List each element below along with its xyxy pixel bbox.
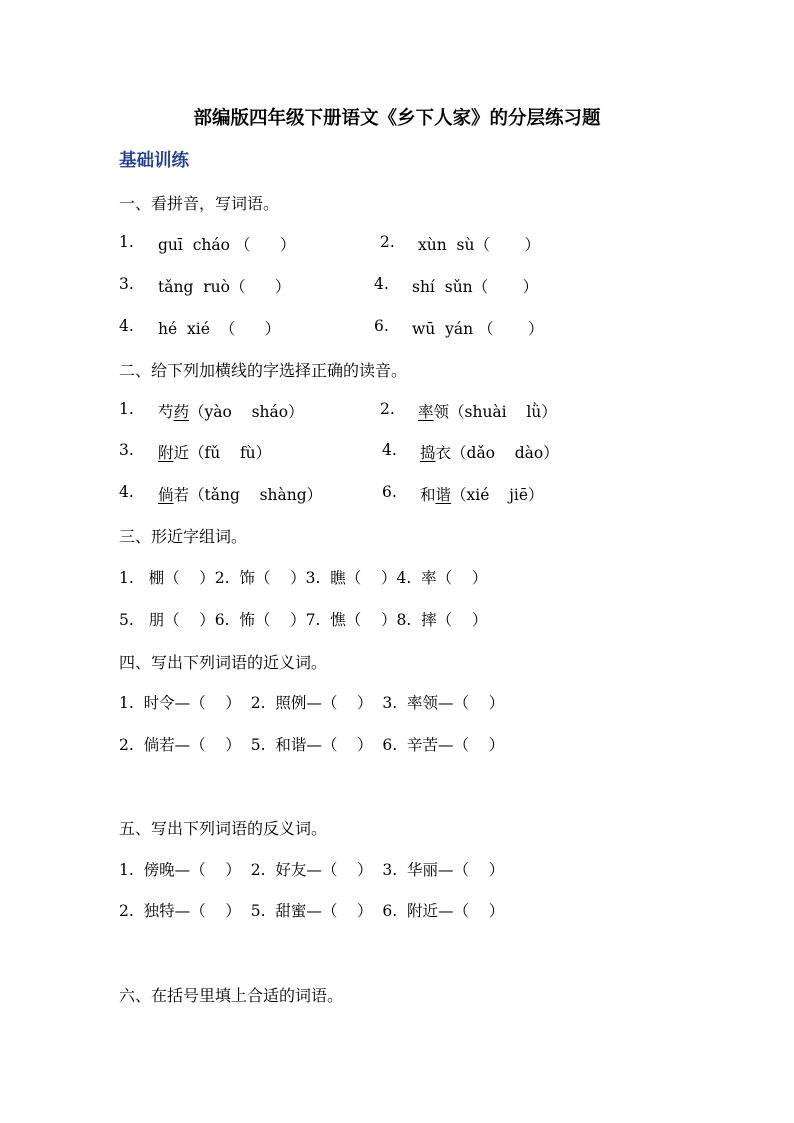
document-title: 部编版四年级下册语文《乡下人家》的分层练习题 [193,108,601,129]
q1-item-5-num: 4. [119,317,134,335]
q1-item-2-text: xùn sù（ ） [418,236,540,254]
q3-row-2: 5. 朋（ ）6. 怖（ ）7. 憔（ ）8. 摔（ ） [119,611,488,629]
q3-heading: 三、形近字组词。 [119,527,248,546]
q1-item-6-text: wū yán （ ） [412,320,544,338]
q4-row-2: 2. 倘若—（ ） 5. 和谐—（ ） 6. 辛苦—（ ） [119,736,505,754]
q1-item-6-num: 6. [374,317,389,335]
q5-row-1: 1. 傍晚—（ ） 2. 好友—（ ） 3. 华丽—（ ） [119,861,505,879]
q2-item-1-pre: 芍 [158,403,174,421]
q2-item-2-post: 领（shuài lǜ） [433,403,557,421]
q2-item-2-num: 2. [380,400,395,418]
q1-item-4-text: shí sǔn（ ） [412,278,539,296]
q2-item-6-underlined: 谐 [435,486,452,504]
q2-item-3 [158,441,271,463]
q1-item-5-text: hé xié （ ） [158,320,281,338]
q2-item-5 [158,483,322,505]
q2-item-3-underlined: 附 [158,444,174,462]
q2-item-2-underlined: 率 [418,403,434,421]
q2-item-4-underlined: 捣 [420,444,436,462]
q2-item-1-post: （yào sháo） [189,403,304,421]
q4-heading: 四、写出下列词语的近义词。 [119,653,328,672]
q5-row-2: 2. 独特—（ ） 5. 甜蜜—（ ） 6. 附近—（ ） [119,902,505,920]
q2-item-6-pre: 和 [420,486,436,504]
q5-heading: 五、写出下列词语的反义词。 [119,819,328,838]
q2-heading: 二、给下列加横线的字选择正确的读音。 [119,361,408,380]
q2-item-1 [158,400,304,422]
q1-item-1-text: guī cháo （ ） [158,236,296,254]
q2-item-6-post: （xié jiē） [451,486,544,504]
q3-row-1: 1. 棚（ ）2. 饰（ ）3. 瞧（ ）4. 率（ ） [119,569,488,587]
q1-item-2-num: 2. [380,233,395,251]
q2-item-2 [418,400,557,422]
q4-row-1: 1. 时令—（ ） 2. 照例—（ ） 3. 率领—（ ） [119,694,505,712]
q2-item-4 [420,441,559,463]
q1-item-3-text: tǎng ruò（ ） [158,278,291,296]
q2-item-5-post: 若（tǎng shàng） [173,486,323,504]
q1-item-4-num: 4. [374,275,389,293]
q6-heading: 六、在括号里填上合适的词语。 [119,986,344,1005]
q2-item-3-num: 3. [119,441,134,459]
q2-item-5-underlined: 倘 [158,486,174,504]
q2-item-3-post: 近（fǔ fù） [173,444,272,462]
q2-item-1-underlined: 药 [173,403,190,421]
q1-heading: 一、看拼音，写词语。 [119,194,280,213]
q2-item-4-num: 4. [382,441,397,459]
q2-item-6 [420,483,544,505]
q1-item-3-num: 3. [119,275,134,293]
section-label: 基础训练 [119,151,189,171]
q2-item-4-post: 衣（dǎo dào） [435,444,559,462]
q2-item-1-num: 1. [119,400,134,418]
q2-item-6-num: 6. [382,483,397,501]
q2-item-5-num: 4. [119,483,134,501]
q1-item-1-num: 1. [119,233,134,251]
